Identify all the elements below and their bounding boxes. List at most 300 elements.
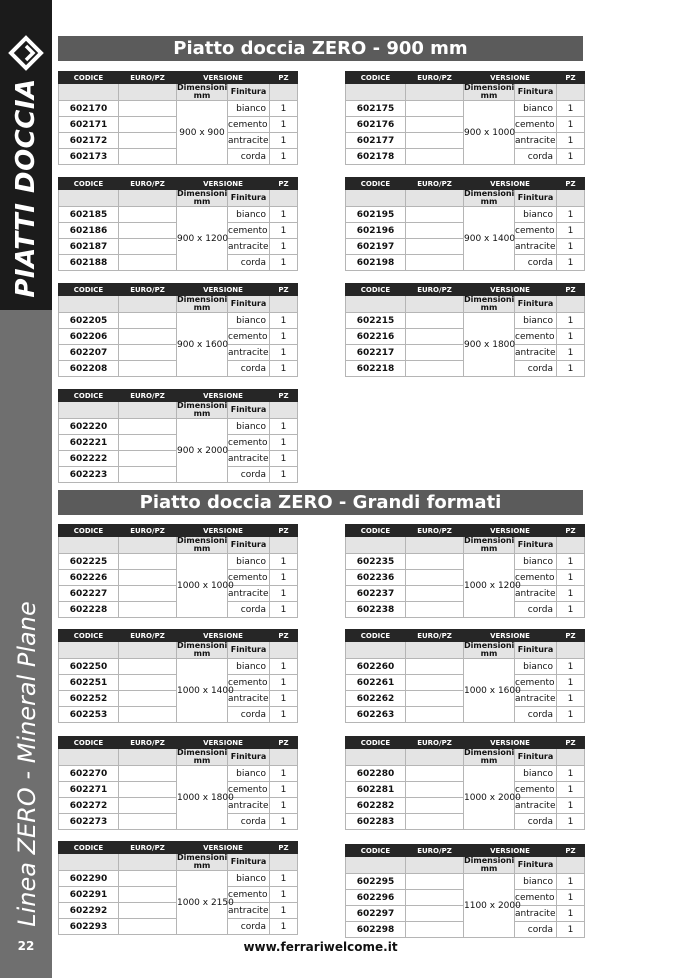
finish-cell: corda xyxy=(228,707,270,723)
table-row xyxy=(346,659,585,675)
section-header-900: Piatto doccia ZERO - 900 mm xyxy=(58,36,583,61)
finish-cell: cemento xyxy=(228,782,270,798)
product-code: 602217 xyxy=(346,345,406,361)
dimension-cell: 900 x 2000 xyxy=(177,419,228,483)
price-cell xyxy=(406,766,464,782)
pz-cell: 1 xyxy=(270,435,298,451)
table-subheader-row xyxy=(59,537,298,554)
pz-cell: 1 xyxy=(270,117,298,133)
price-cell xyxy=(119,602,177,618)
product-table xyxy=(58,629,298,723)
header-euro: EURO/PZ xyxy=(119,525,177,537)
subheader-dimensioni: Dimensioni mm xyxy=(177,536,228,553)
product-table xyxy=(58,736,298,830)
header-versione: VERSIONE xyxy=(464,72,557,84)
pz-cell: 1 xyxy=(270,419,298,435)
finish-cell: corda xyxy=(515,707,557,723)
product-table xyxy=(58,524,298,618)
subheader-finitura: Finitura xyxy=(515,84,557,101)
finish-cell: corda xyxy=(515,149,557,165)
product-code: 602218 xyxy=(346,361,406,377)
product-code: 602250 xyxy=(59,659,119,675)
price-cell xyxy=(406,675,464,691)
header-euro: EURO/PZ xyxy=(119,737,177,749)
finish-cell: bianco xyxy=(515,554,557,570)
header-versione: VERSIONE xyxy=(177,842,270,854)
header-pz: PZ xyxy=(557,525,585,537)
product-code: 602260 xyxy=(346,659,406,675)
subheader-finitura: Finitura xyxy=(228,854,270,871)
product-code: 602172 xyxy=(59,133,119,149)
header-versione: VERSIONE xyxy=(464,284,557,296)
product-table xyxy=(345,177,585,271)
pz-cell: 1 xyxy=(557,782,585,798)
product-table xyxy=(345,283,585,377)
price-cell xyxy=(119,361,177,377)
finish-cell: corda xyxy=(515,922,557,938)
price-cell xyxy=(119,659,177,675)
price-cell xyxy=(406,223,464,239)
header-versione: VERSIONE xyxy=(177,72,270,84)
price-cell xyxy=(406,313,464,329)
finish-cell: bianco xyxy=(228,659,270,675)
product-table xyxy=(58,389,298,483)
pz-cell: 1 xyxy=(270,133,298,149)
pz-cell: 1 xyxy=(270,707,298,723)
table-subheader-row xyxy=(346,857,585,874)
subheader-dimensioni: Dimensioni mm xyxy=(177,853,228,870)
product-code: 602227 xyxy=(59,586,119,602)
table-row xyxy=(59,871,298,887)
pz-cell: 1 xyxy=(270,554,298,570)
pz-cell: 1 xyxy=(557,766,585,782)
finish-cell: cemento xyxy=(515,675,557,691)
price-cell xyxy=(119,345,177,361)
subheader-finitura: Finitura xyxy=(515,537,557,554)
header-euro: EURO/PZ xyxy=(406,178,464,190)
header-pz: PZ xyxy=(557,845,585,857)
footer-url[interactable]: www.ferrariwelcome.it xyxy=(243,940,398,954)
price-cell xyxy=(406,814,464,830)
finish-cell: bianco xyxy=(515,101,557,117)
header-euro: EURO/PZ xyxy=(406,525,464,537)
table-header-row xyxy=(346,845,585,857)
header-euro: EURO/PZ xyxy=(406,72,464,84)
finish-cell: corda xyxy=(228,149,270,165)
subheader-dimensioni: Dimensioni mm xyxy=(177,641,228,658)
product-code: 602237 xyxy=(346,586,406,602)
price-cell xyxy=(119,766,177,782)
pz-cell: 1 xyxy=(557,798,585,814)
product-code: 602176 xyxy=(346,117,406,133)
pz-cell: 1 xyxy=(557,239,585,255)
finish-cell: cemento xyxy=(515,890,557,906)
finish-cell: corda xyxy=(515,814,557,830)
finish-cell: corda xyxy=(228,361,270,377)
product-code: 602238 xyxy=(346,602,406,618)
price-cell xyxy=(406,361,464,377)
dimension-cell: 900 x 1800 xyxy=(464,313,515,377)
finish-cell: cemento xyxy=(228,223,270,239)
subheader-dimensioni: Dimensioni mm xyxy=(177,748,228,765)
finish-cell: cemento xyxy=(228,117,270,133)
product-table xyxy=(345,629,585,723)
finish-cell: bianco xyxy=(515,874,557,890)
product-code: 602195 xyxy=(346,207,406,223)
product-code: 602273 xyxy=(59,814,119,830)
price-cell xyxy=(119,255,177,271)
pz-cell: 1 xyxy=(270,361,298,377)
header-pz: PZ xyxy=(270,178,298,190)
subheader-dimensioni: Dimensioni mm xyxy=(177,189,228,206)
table-header-row xyxy=(59,72,298,84)
price-cell xyxy=(119,887,177,903)
product-code: 602198 xyxy=(346,255,406,271)
product-code: 602298 xyxy=(346,922,406,938)
product-code: 602221 xyxy=(59,435,119,451)
table-row xyxy=(346,874,585,890)
finish-cell: bianco xyxy=(515,207,557,223)
subheader-finitura: Finitura xyxy=(515,749,557,766)
product-code: 602235 xyxy=(346,554,406,570)
finish-cell: corda xyxy=(515,361,557,377)
price-cell xyxy=(119,586,177,602)
product-code: 602292 xyxy=(59,903,119,919)
pz-cell: 1 xyxy=(557,313,585,329)
header-versione: VERSIONE xyxy=(177,737,270,749)
product-code: 602215 xyxy=(346,313,406,329)
finish-cell: bianco xyxy=(228,419,270,435)
ferrari-logo-icon xyxy=(9,36,43,70)
price-cell xyxy=(406,329,464,345)
header-codice: CODICE xyxy=(59,284,119,296)
price-cell xyxy=(406,239,464,255)
pz-cell: 1 xyxy=(557,255,585,271)
price-cell xyxy=(119,117,177,133)
price-cell xyxy=(119,435,177,451)
pz-cell: 1 xyxy=(557,675,585,691)
product-table xyxy=(58,283,298,377)
finish-cell: antracite xyxy=(515,691,557,707)
header-codice: CODICE xyxy=(59,630,119,642)
finish-cell: corda xyxy=(228,814,270,830)
table-row xyxy=(59,659,298,675)
section-header-grandi-formati: Piatto doccia ZERO - Grandi formati xyxy=(58,490,583,515)
header-euro: EURO/PZ xyxy=(119,178,177,190)
header-euro: EURO/PZ xyxy=(119,390,177,402)
price-cell xyxy=(119,707,177,723)
product-code: 602297 xyxy=(346,906,406,922)
table-subheader-row xyxy=(346,749,585,766)
product-code: 602205 xyxy=(59,313,119,329)
price-cell xyxy=(406,798,464,814)
header-versione: VERSIONE xyxy=(177,630,270,642)
pz-cell: 1 xyxy=(270,659,298,675)
product-code: 602251 xyxy=(59,675,119,691)
finish-cell: antracite xyxy=(515,345,557,361)
header-pz: PZ xyxy=(557,737,585,749)
dimension-cell: 1000 x 1000 xyxy=(177,554,228,618)
product-code: 602187 xyxy=(59,239,119,255)
header-codice: CODICE xyxy=(346,284,406,296)
finish-cell: corda xyxy=(228,467,270,483)
product-table xyxy=(58,71,298,165)
price-cell xyxy=(119,798,177,814)
header-codice: CODICE xyxy=(59,178,119,190)
table-header-row xyxy=(346,525,585,537)
header-pz: PZ xyxy=(557,630,585,642)
header-codice: CODICE xyxy=(59,72,119,84)
pz-cell: 1 xyxy=(270,602,298,618)
table-subheader-row xyxy=(59,84,298,101)
subheader-finitura: Finitura xyxy=(515,642,557,659)
price-cell xyxy=(119,451,177,467)
pz-cell: 1 xyxy=(557,554,585,570)
product-code: 602188 xyxy=(59,255,119,271)
price-cell xyxy=(406,207,464,223)
product-code: 602280 xyxy=(346,766,406,782)
finish-cell: bianco xyxy=(228,101,270,117)
subheader-dimensioni: Dimensioni mm xyxy=(464,83,515,100)
pz-cell: 1 xyxy=(270,675,298,691)
pz-cell: 1 xyxy=(270,766,298,782)
table-header-row xyxy=(346,178,585,190)
price-cell xyxy=(119,149,177,165)
table-subheader-row xyxy=(346,296,585,313)
dimension-cell: 900 x 900 xyxy=(177,101,228,165)
table-row xyxy=(59,101,298,117)
pz-cell: 1 xyxy=(557,814,585,830)
price-cell xyxy=(119,919,177,935)
pz-cell: 1 xyxy=(270,149,298,165)
table-header-row xyxy=(59,842,298,854)
product-table xyxy=(345,524,585,618)
pz-cell: 1 xyxy=(557,586,585,602)
finish-cell: cemento xyxy=(228,435,270,451)
product-code: 602261 xyxy=(346,675,406,691)
table-header-row xyxy=(59,178,298,190)
price-cell xyxy=(119,467,177,483)
table-subheader-row xyxy=(346,84,585,101)
pz-cell: 1 xyxy=(557,602,585,618)
finish-cell: cemento xyxy=(515,329,557,345)
table-subheader-row xyxy=(59,749,298,766)
pz-cell: 1 xyxy=(270,313,298,329)
header-codice: CODICE xyxy=(59,525,119,537)
pz-cell: 1 xyxy=(270,903,298,919)
price-cell xyxy=(119,313,177,329)
price-cell xyxy=(119,223,177,239)
header-euro: EURO/PZ xyxy=(119,842,177,854)
pz-cell: 1 xyxy=(270,871,298,887)
product-code: 602253 xyxy=(59,707,119,723)
table-header-row xyxy=(59,525,298,537)
header-euro: EURO/PZ xyxy=(406,630,464,642)
table-row xyxy=(346,207,585,223)
pz-cell: 1 xyxy=(270,919,298,935)
header-euro: EURO/PZ xyxy=(119,284,177,296)
header-euro: EURO/PZ xyxy=(406,284,464,296)
product-code: 602175 xyxy=(346,101,406,117)
product-table xyxy=(345,844,585,938)
product-code: 602272 xyxy=(59,798,119,814)
table-row xyxy=(59,207,298,223)
product-code: 602225 xyxy=(59,554,119,570)
finish-cell: corda xyxy=(515,602,557,618)
subheader-finitura: Finitura xyxy=(515,857,557,874)
product-code: 602296 xyxy=(346,890,406,906)
price-cell xyxy=(406,707,464,723)
table-row xyxy=(346,313,585,329)
table-row xyxy=(59,766,298,782)
finish-cell: bianco xyxy=(515,659,557,675)
header-euro: EURO/PZ xyxy=(119,72,177,84)
table-subheader-row xyxy=(346,190,585,207)
price-cell xyxy=(406,255,464,271)
product-code: 602291 xyxy=(59,887,119,903)
table-subheader-row xyxy=(59,402,298,419)
dimension-cell: 1100 x 2000 xyxy=(464,874,515,938)
sidebar-title: PIATTI DOCCIA xyxy=(11,78,41,298)
pz-cell: 1 xyxy=(270,329,298,345)
product-code: 602283 xyxy=(346,814,406,830)
header-pz: PZ xyxy=(270,525,298,537)
price-cell xyxy=(406,133,464,149)
subheader-dimensioni: Dimensioni mm xyxy=(464,748,515,765)
finish-cell: antracite xyxy=(228,691,270,707)
pz-cell: 1 xyxy=(270,255,298,271)
table-header-row xyxy=(346,284,585,296)
pz-cell: 1 xyxy=(557,691,585,707)
pz-cell: 1 xyxy=(270,207,298,223)
pz-cell: 1 xyxy=(557,223,585,239)
table-row xyxy=(59,419,298,435)
finish-cell: cemento xyxy=(228,570,270,586)
pz-cell: 1 xyxy=(557,361,585,377)
price-cell xyxy=(119,871,177,887)
finish-cell: bianco xyxy=(228,554,270,570)
table-subheader-row xyxy=(346,537,585,554)
price-cell xyxy=(406,906,464,922)
finish-cell: cemento xyxy=(515,570,557,586)
table-row xyxy=(346,554,585,570)
pz-cell: 1 xyxy=(557,345,585,361)
finish-cell: antracite xyxy=(228,798,270,814)
pz-cell: 1 xyxy=(557,570,585,586)
price-cell xyxy=(119,782,177,798)
finish-cell: cemento xyxy=(515,223,557,239)
header-codice: CODICE xyxy=(59,737,119,749)
product-table xyxy=(58,177,298,271)
header-pz: PZ xyxy=(270,390,298,402)
table-subheader-row xyxy=(346,642,585,659)
product-code: 602177 xyxy=(346,133,406,149)
pz-cell: 1 xyxy=(270,345,298,361)
dimension-cell: 900 x 1600 xyxy=(177,313,228,377)
pz-cell: 1 xyxy=(557,101,585,117)
sidebar-product-line: Linea ZERO - Mineral Plane xyxy=(13,601,41,927)
price-cell xyxy=(119,554,177,570)
finish-cell: corda xyxy=(228,919,270,935)
pz-cell: 1 xyxy=(270,570,298,586)
subheader-finitura: Finitura xyxy=(228,402,270,419)
dimension-cell: 900 x 1200 xyxy=(177,207,228,271)
pz-cell: 1 xyxy=(557,707,585,723)
table-subheader-row xyxy=(59,190,298,207)
header-codice: CODICE xyxy=(346,178,406,190)
pz-cell: 1 xyxy=(270,798,298,814)
pz-cell: 1 xyxy=(270,586,298,602)
subheader-dimensioni: Dimensioni mm xyxy=(177,83,228,100)
finish-cell: corda xyxy=(515,255,557,271)
header-codice: CODICE xyxy=(346,525,406,537)
product-code: 602263 xyxy=(346,707,406,723)
finish-cell: antracite xyxy=(228,451,270,467)
subheader-finitura: Finitura xyxy=(228,84,270,101)
price-cell xyxy=(119,675,177,691)
pz-cell: 1 xyxy=(557,874,585,890)
product-table xyxy=(345,71,585,165)
price-cell xyxy=(406,691,464,707)
header-codice: CODICE xyxy=(346,737,406,749)
subheader-finitura: Finitura xyxy=(515,296,557,313)
header-euro: EURO/PZ xyxy=(406,845,464,857)
header-codice: CODICE xyxy=(346,630,406,642)
product-code: 602216 xyxy=(346,329,406,345)
subheader-finitura: Finitura xyxy=(228,296,270,313)
table-header-row xyxy=(59,284,298,296)
subheader-finitura: Finitura xyxy=(515,190,557,207)
table-row xyxy=(346,766,585,782)
finish-cell: antracite xyxy=(228,239,270,255)
product-code: 602197 xyxy=(346,239,406,255)
dimension-cell: 900 x 1400 xyxy=(464,207,515,271)
header-codice: CODICE xyxy=(59,390,119,402)
price-cell xyxy=(406,659,464,675)
pz-cell: 1 xyxy=(557,207,585,223)
table-header-row xyxy=(346,737,585,749)
header-versione: VERSIONE xyxy=(177,525,270,537)
subheader-dimensioni: Dimensioni mm xyxy=(464,536,515,553)
product-code: 602207 xyxy=(59,345,119,361)
price-cell xyxy=(119,133,177,149)
header-versione: VERSIONE xyxy=(464,737,557,749)
price-cell xyxy=(119,419,177,435)
table-subheader-row xyxy=(59,854,298,871)
price-cell xyxy=(119,691,177,707)
product-code: 602222 xyxy=(59,451,119,467)
finish-cell: bianco xyxy=(228,766,270,782)
header-pz: PZ xyxy=(557,72,585,84)
header-pz: PZ xyxy=(270,72,298,84)
finish-cell: antracite xyxy=(228,133,270,149)
subheader-dimensioni: Dimensioni mm xyxy=(177,295,228,312)
pz-cell: 1 xyxy=(270,814,298,830)
table-row xyxy=(59,313,298,329)
price-cell xyxy=(119,101,177,117)
finish-cell: antracite xyxy=(228,586,270,602)
dimension-cell: 1000 x 2000 xyxy=(464,766,515,830)
product-code: 602262 xyxy=(346,691,406,707)
price-cell xyxy=(406,782,464,798)
finish-cell: antracite xyxy=(515,586,557,602)
header-versione: VERSIONE xyxy=(177,284,270,296)
price-cell xyxy=(119,814,177,830)
header-euro: EURO/PZ xyxy=(406,737,464,749)
subheader-finitura: Finitura xyxy=(228,749,270,766)
header-versione: VERSIONE xyxy=(464,630,557,642)
header-versione: VERSIONE xyxy=(464,178,557,190)
